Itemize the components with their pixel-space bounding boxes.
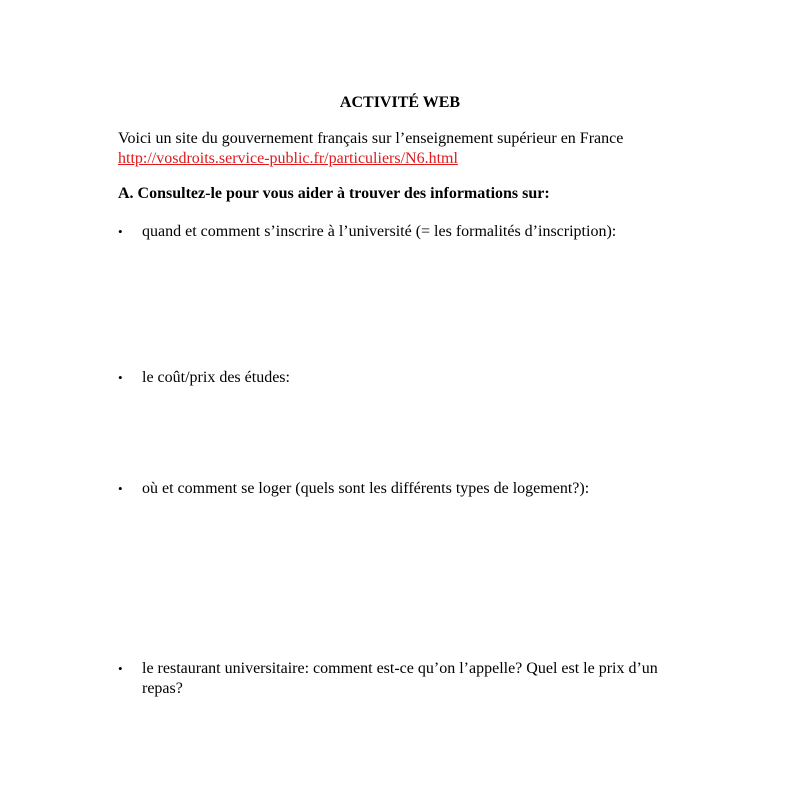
list-item-inscription — [118, 222, 678, 242]
list-item-text: le coût/prix des études: — [142, 369, 290, 386]
government-site-link[interactable]: http://vosdroits.service-public.fr/particuliers/N6.html — [118, 150, 458, 167]
list-item-text: où et comment se loger (quels sont les différents types de logement?): — [142, 480, 590, 497]
intro-text: Voici un site du gouvernement français sur l’enseignement supérieur en France — [118, 130, 624, 147]
intro-paragraph — [118, 129, 718, 169]
section-a-heading: A. Consultez-le pour vous aider à trouver des informations sur: — [118, 185, 550, 202]
bullet-marker: • — [118, 661, 123, 676]
bullet-marker: • — [118, 370, 123, 385]
bullet-marker: • — [118, 481, 123, 496]
list-item-cost — [118, 368, 678, 388]
list-item-text: quand et comment s’inscrire à l’université (= les formalités d’inscription): — [142, 223, 617, 240]
list-item-housing — [118, 479, 678, 499]
list-item-text: le restaurant universitaire: comment est-ce qu’on l’appelle? Quel est le prix d’un repas? — [142, 660, 658, 697]
list-item-restaurant — [118, 659, 658, 699]
document-title: ACTIVITÉ WEB — [339, 94, 461, 111]
bullet-marker: • — [118, 224, 123, 239]
